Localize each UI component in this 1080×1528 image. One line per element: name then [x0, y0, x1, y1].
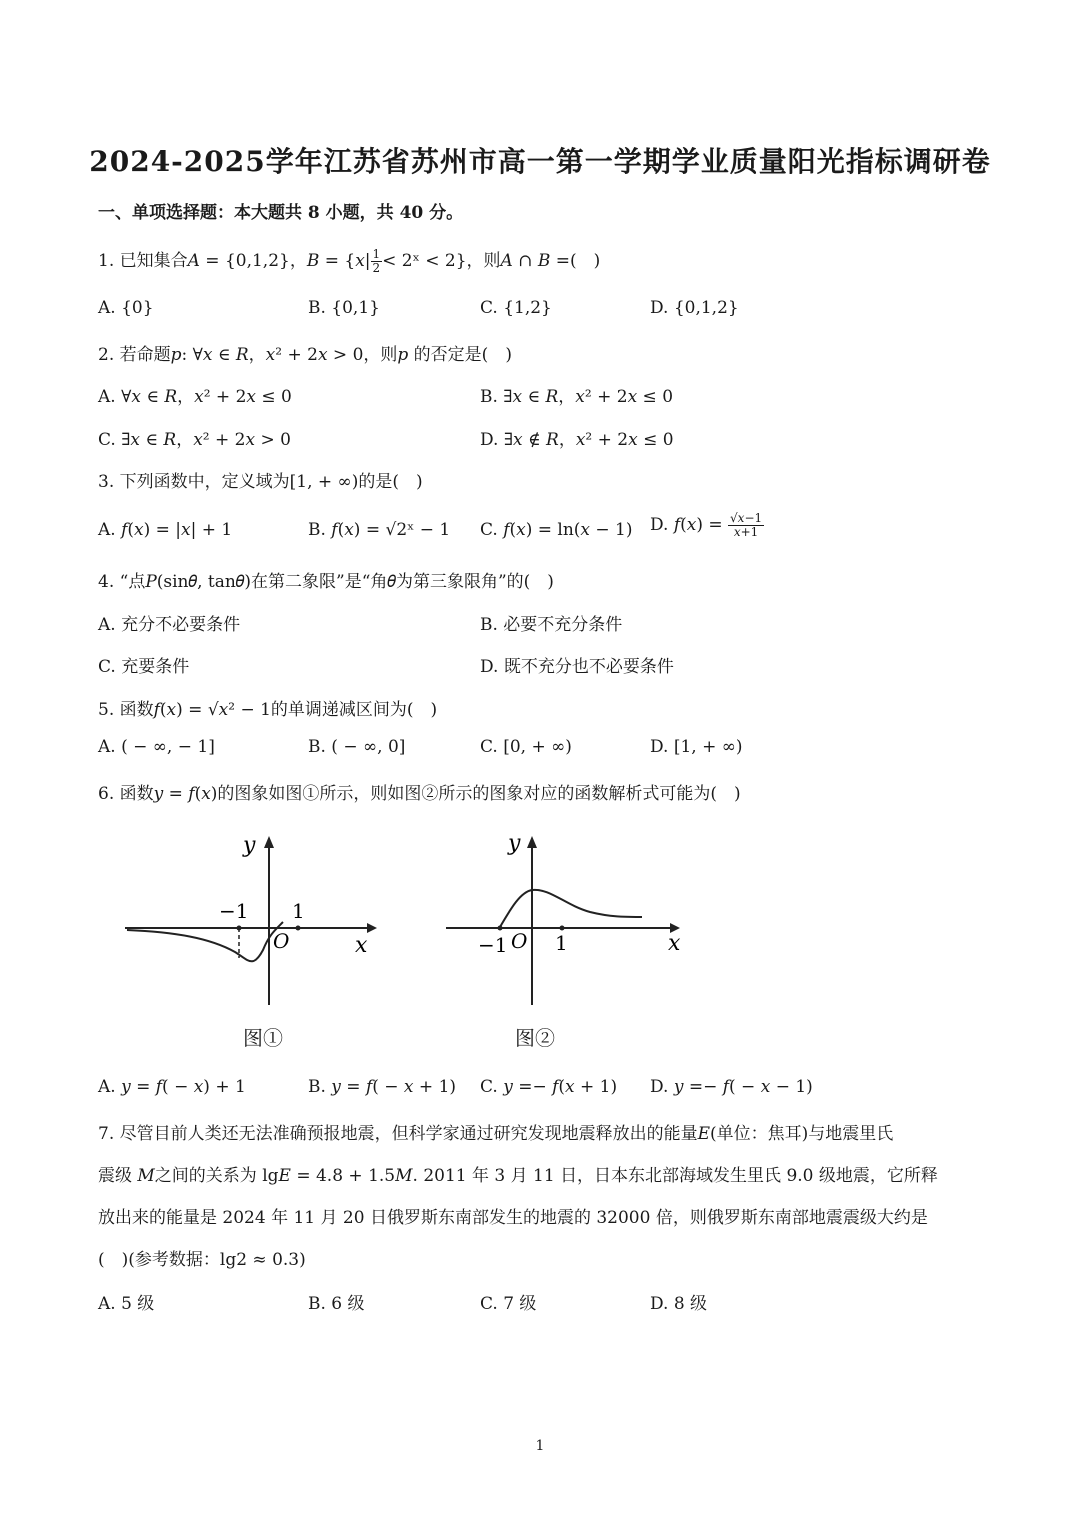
q2-option-c: C. ∃𝑥 ∈ 𝑅，𝑥² + 2𝑥 > 0 — [98, 430, 291, 450]
fig1-tick-pos-label: 1 — [292, 899, 305, 923]
figure-2 — [440, 820, 700, 1020]
page-number: 1 — [535, 1438, 545, 1454]
fig1-caption: 图① — [243, 1026, 283, 1050]
q7-line-3: 放出来的能量是 2024 年 11 月 20 日俄罗斯东南部发生的地震的 32000 倍，则俄罗斯东南部地震震级大约是 — [98, 1208, 928, 1228]
q4-option-b: B. 必要不充分条件 — [480, 615, 623, 635]
fig2-curve — [500, 890, 642, 927]
fig2-tick-pos-label: 1 — [555, 931, 568, 955]
q1-option-d: D. {0,1,2} — [650, 298, 739, 318]
q6-option-c: C. 𝑦 =− 𝑓(𝑥 + 1) — [480, 1077, 618, 1097]
fig1-x-label: x — [355, 933, 368, 958]
q1-stem-b: < 2ˣ < 2}，则𝐴 ∩ 𝐵 =( ) — [382, 251, 601, 271]
q7-option-c: C. 7 级 — [480, 1294, 537, 1314]
section-heading: 一、单项选择题：本大题共 8 小题，共 40 分。 — [98, 203, 464, 223]
q6-option-b: B. 𝑦 = 𝑓( − 𝑥 + 1) — [308, 1077, 457, 1097]
fig2-y-arrow-icon — [527, 836, 537, 848]
q7-option-b: B. 6 级 — [308, 1294, 365, 1314]
fig1-origin-label: O — [273, 929, 290, 953]
q3-d-num: √𝑥−1 — [730, 511, 763, 525]
figure-1 — [115, 820, 385, 1020]
q4-option-d: D. 既不充分也不必要条件 — [480, 657, 674, 677]
q1-option-c: C. {1,2} — [480, 298, 552, 318]
fig2-origin-label: O — [511, 929, 528, 953]
q1-frac-num: 1 — [372, 247, 381, 261]
q2-stem: 2. 若命题𝑝: ∀𝑥 ∈ 𝑅，𝑥² + 2𝑥 > 0，则𝑝 的否定是( ) — [98, 345, 512, 365]
q1-option-b: B. {0,1} — [308, 298, 380, 318]
page-title: 2024-2025学年江苏省苏州市高一第一学期学业质量阳光指标调研卷 — [89, 145, 991, 178]
fig2-tick-pos-dot — [560, 926, 565, 931]
q6-stem: 6. 函数𝑦 = 𝑓(𝑥)的图象如图①所示，则如图②所示的图象对应的函数解析式可能为( ) — [98, 784, 741, 804]
q5-option-c: C. [0, + ∞) — [480, 737, 572, 757]
fig1-y-arrow-icon — [264, 836, 274, 848]
q3-d-den: 𝑥+1 — [733, 525, 759, 539]
fig2-y-label: y — [508, 831, 521, 856]
q2-option-a: A. ∀𝑥 ∈ 𝑅，𝑥² + 2𝑥 ≤ 0 — [98, 387, 292, 407]
q3-option-b: B. 𝑓(𝑥) = √2ˣ − 1 — [308, 520, 451, 540]
q7-option-d: D. 8 级 — [650, 1294, 708, 1314]
fig1-y-label: y — [243, 833, 256, 858]
q4-stem: 4. “点𝑃(sin𝜃, tan𝜃)在第二象限”是“角𝜃为第三象限角”的( ) — [98, 572, 554, 592]
fig2-tick-neg-dot — [498, 926, 503, 931]
q2-option-b: B. ∃𝑥 ∈ 𝑅，𝑥² + 2𝑥 ≤ 0 — [480, 387, 674, 407]
q1-stem — [98, 246, 600, 275]
q5-option-a: A. ( − ∞, − 1] — [98, 737, 215, 757]
q3-stem: 3. 下列函数中，定义域为[1, + ∞)的是( ) — [98, 472, 423, 492]
q1-frac-den: 2 — [372, 261, 381, 275]
q4-option-c: C. 充要条件 — [98, 657, 190, 677]
q7-option-a: A. 5 级 — [98, 1294, 155, 1314]
q7-line-1: 7. 尽管目前人类还无法准确预报地震，但科学家通过研究发现地震释放出的能量𝐸(单位：焦耳)与地震里氏 — [98, 1124, 894, 1144]
q7-line-4: ( )(参考数据：lg2 ≈ 0.3) — [98, 1250, 306, 1270]
q1-stem-a: 1. 已知集合𝐴 = {0,1,2}，𝐵 = {𝑥| — [98, 251, 371, 271]
q3-option-d-prefix: D. 𝑓(𝑥) = — [650, 515, 723, 535]
fig1-tick-pos-dot — [296, 926, 301, 931]
fig1-tick-neg-dot — [237, 926, 242, 931]
q3-option-d — [650, 512, 764, 539]
fig2-caption: 图② — [515, 1026, 555, 1050]
q3-option-d-fraction — [728, 512, 764, 539]
q4-option-a: A. 充分不必要条件 — [98, 615, 241, 635]
fig1-tick-neg-label: −1 — [219, 899, 249, 923]
q1-option-a: A. {0} — [98, 298, 154, 318]
q5-option-d: D. [1, + ∞) — [650, 737, 743, 757]
q5-stem: 5. 函数𝑓(𝑥) = √𝑥² − 1的单调递减区间为( ) — [98, 700, 438, 720]
q3-option-c: C. 𝑓(𝑥) = ln(𝑥 − 1) — [480, 520, 633, 540]
q5-option-b: B. ( − ∞, 0] — [308, 737, 406, 757]
fig2-x-label: x — [668, 931, 681, 956]
fig2-tick-neg-label: −1 — [478, 933, 508, 957]
q6-option-d: D. 𝑦 =− 𝑓( − 𝑥 − 1) — [650, 1077, 813, 1097]
fig1-x-arrow-icon — [367, 923, 377, 933]
q3-option-a: A. 𝑓(𝑥) = |𝑥| + 1 — [98, 520, 233, 540]
q7-line-2: 震级 𝑀之间的关系为 lg𝐸 = 4.8 + 1.5𝑀. 2011 年 3 月 11 日，日本东北部海域发生里氏 9.0 级地震，它所释 — [98, 1166, 938, 1186]
q1-fraction — [371, 248, 383, 275]
q2-option-d: D. ∃𝑥 ∉ 𝑅，𝑥² + 2𝑥 ≤ 0 — [480, 430, 674, 450]
q6-option-a: A. 𝑦 = 𝑓( − 𝑥) + 1 — [98, 1077, 246, 1097]
